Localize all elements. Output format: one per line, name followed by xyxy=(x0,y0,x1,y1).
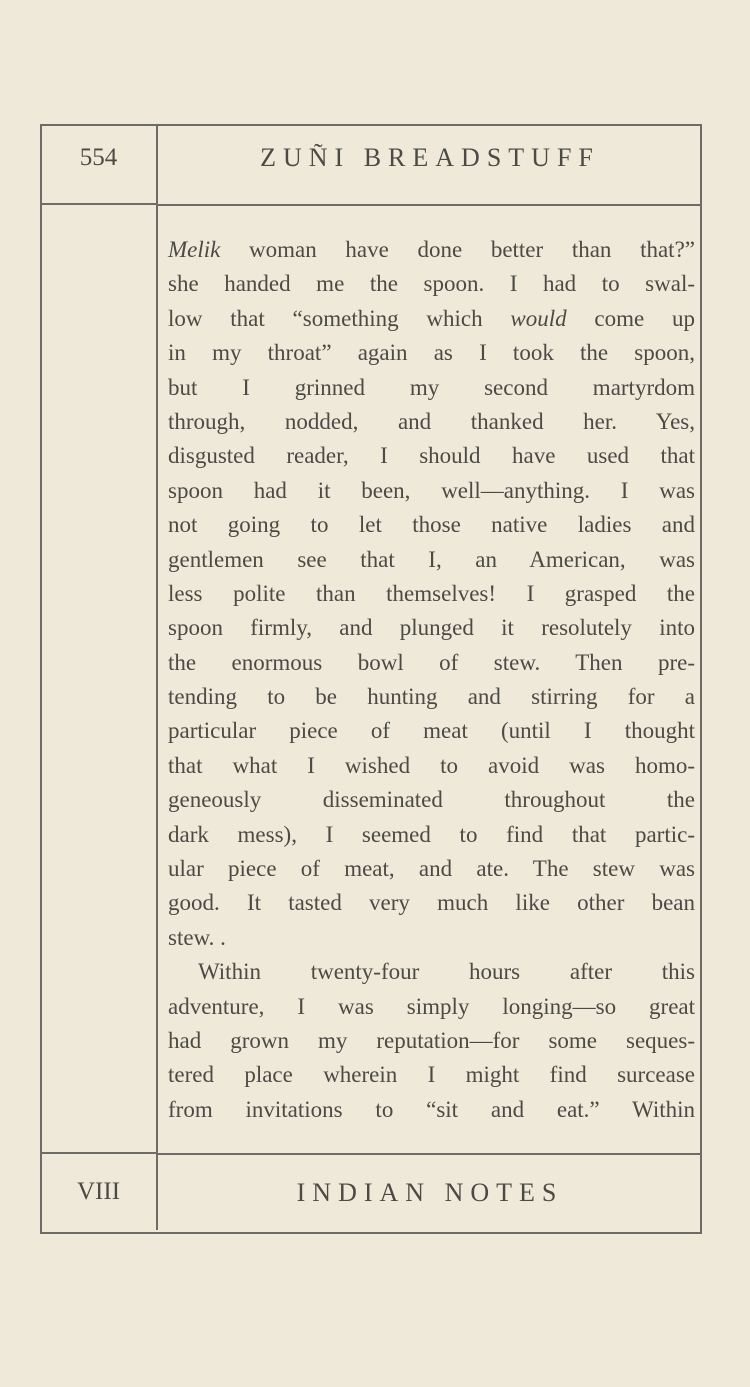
text-line: good. It tasted very much like other bean xyxy=(168,890,695,916)
text-line: Within twenty-four hours after this xyxy=(198,959,695,985)
text-line: geneously disseminated throughout the xyxy=(168,787,695,813)
text-line: spoon had it been, well—anything. I was xyxy=(168,477,695,503)
text-line: spoon firmly, and plunged it resolutely into xyxy=(168,615,695,641)
text-line: tending to be hunting and stirring for a xyxy=(168,684,695,710)
text-line: the enormous bowl of stew. Then pre- xyxy=(168,649,695,675)
text-line: stew. . xyxy=(168,924,226,950)
page-number: 554 xyxy=(79,144,118,171)
text-line: ular piece of meat, and ate. The stew was xyxy=(168,856,695,882)
text-line: tered place wherein I might find surcease xyxy=(168,1062,695,1088)
line-text: woman have done better than that?” xyxy=(220,237,695,262)
line-text: come up xyxy=(566,305,695,331)
body-text xyxy=(168,233,695,1127)
text-line xyxy=(168,233,695,267)
text-line: adventure, I was simply longing—so great xyxy=(168,993,695,1019)
text-line: had grown my reputation—for some seques- xyxy=(168,1027,695,1053)
text-line: but I grinned my second martyrdom xyxy=(168,374,695,400)
header-rule-left xyxy=(40,203,157,205)
text-line: disgusted reader, I should have used that xyxy=(168,443,695,469)
footer-rule-right xyxy=(158,1153,702,1155)
italic-word: would xyxy=(510,305,567,331)
text-line: that what I wished to avoid was homo- xyxy=(168,752,695,778)
text-line: from invitations to “sit and eat.” Within xyxy=(168,1096,695,1122)
text-line: through, nodded, and thanked her. Yes, xyxy=(168,408,695,434)
column-divider xyxy=(156,124,158,1230)
series-title: INDIAN NOTES xyxy=(296,1178,564,1207)
header-rule-right xyxy=(158,204,702,206)
text-line xyxy=(168,302,695,336)
text-line: not going to let those native ladies and xyxy=(168,512,695,538)
text-line: particular piece of meat (until I thought xyxy=(168,718,695,744)
text-line: less polite than themselves! I grasped the xyxy=(168,580,695,606)
footer-rule-left xyxy=(40,1152,157,1154)
text-line: gentlemen see that I, an American, was xyxy=(168,546,695,572)
text-line: she handed me the spoon. I had to swal- xyxy=(168,271,695,297)
italic-word: Melik xyxy=(168,237,221,262)
text-line: in my throat” again as I took the spoon, xyxy=(168,340,695,366)
volume-number: VIII xyxy=(76,1178,121,1205)
text-line: dark mess), I seemed to find that partic- xyxy=(168,821,695,847)
line-text: low that “something which xyxy=(168,305,511,331)
running-title: ZUÑI BREADSTUFF xyxy=(260,143,600,172)
